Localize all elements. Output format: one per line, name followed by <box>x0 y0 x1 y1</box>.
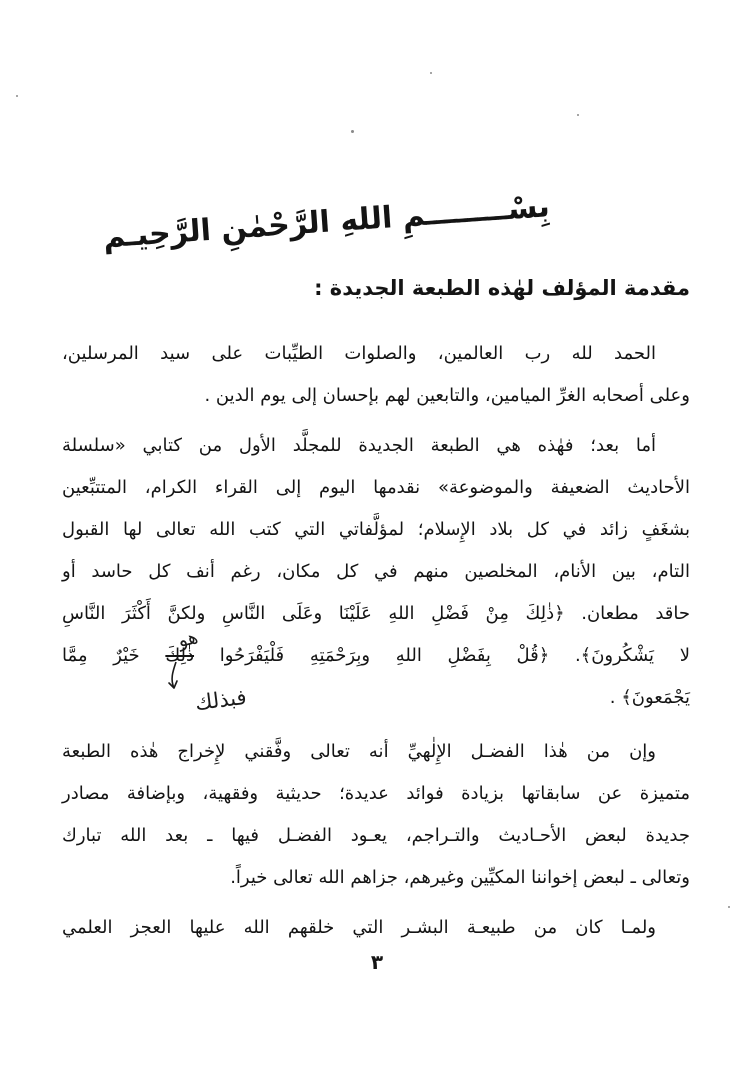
text-line: الأحاديث الضعيفة والموضوعة» نقدمها اليوم إلى القراء الكرام، المتتبِّعين <box>62 477 690 498</box>
handwritten-insertion: فبذلك <box>193 684 248 716</box>
text-line: بشغَفٍ زائد في كل بلاد الإِسلام؛ لمؤلَّفاتي التي كتب الله تعالى لها القبول <box>62 519 690 540</box>
basmala-calligraphy: بِسْــــــــمِ اللهِ الرَّحْمٰنِ الرَّحِيـم <box>101 189 551 256</box>
quran-verse-line: حاقد مطعان. ﴿ذٰلِكَ مِنْ فَضْلِ اللهِ عَلَيْنَا وعَلَى النَّاسِ ولكنَّ أَكْثَرَ النَّاسِ <box>62 603 690 624</box>
text-line: وعلى أصحابه الغرِّ الميامين، والتابعين لهم بإحسان إلى يوم الدين . <box>204 385 690 406</box>
scan-speck <box>430 72 432 74</box>
text-line: ولمـا كان من طبيعـة البشـر التي خلقهم الله عليها العجز العلمي <box>62 917 656 938</box>
scan-speck <box>577 114 579 116</box>
verse-segment-before: لا يَشْكُرونَ﴾. ﴿قُلْ بِفَضْلِ اللهِ وبِرَحْمَتِهِ فَلْيَفْرَحُوا <box>194 645 690 666</box>
verse-segment-after: خَيْرٌ مِمَّا <box>62 645 166 666</box>
text-line: الحمد لله رب العالمين، والصلوات الطيِّبات على سيد المرسلين، <box>62 343 656 364</box>
text-line: وإن من هٰذا الفضـل الإِلٰهيِّ أنه تعالى وفَّقني لإِخراج هٰذه الطبعة <box>62 741 656 762</box>
struck-word-wrap <box>165 625 248 716</box>
section-heading: مقدمة المؤلف لهٰذه الطبعة الجديدة : <box>314 276 690 300</box>
text-line: متميزة عن سابقاتها بزيادة فوائد عديدة؛ حديثية وفقهية، وبإضافة مصادر <box>62 783 690 804</box>
text-line: وتعالى ـ لبعض إخواننا المكيِّين وغيرهم، جزاهم الله تعالى خيراً. <box>230 867 690 888</box>
quran-verse-line-end: يَجْمَعونَ﴾ . <box>609 687 690 708</box>
page-number: ٣ <box>370 950 384 974</box>
handwritten-correction-above: هو <box>175 625 201 653</box>
scan-speck <box>728 906 730 908</box>
scan-speck <box>16 95 18 97</box>
struck-word: ذٰلِكَ <box>165 645 195 666</box>
scan-speck <box>351 130 354 133</box>
text-line: أما بعد؛ فهٰذه هي الطبعة الجديدة للمجلَّد الأول من كتابي «سلسلة <box>62 435 656 456</box>
text-line: جديدة لبعض الأحـاديث والتـراجم، يعـود الفضـل فيها ـ بعد الله تبارك <box>62 825 690 846</box>
body-text-block <box>62 333 690 949</box>
text-line: التام، بين الأنام، المخلصين منهم في كل مكان، رغم أنف كل حاسد أو <box>62 561 690 582</box>
